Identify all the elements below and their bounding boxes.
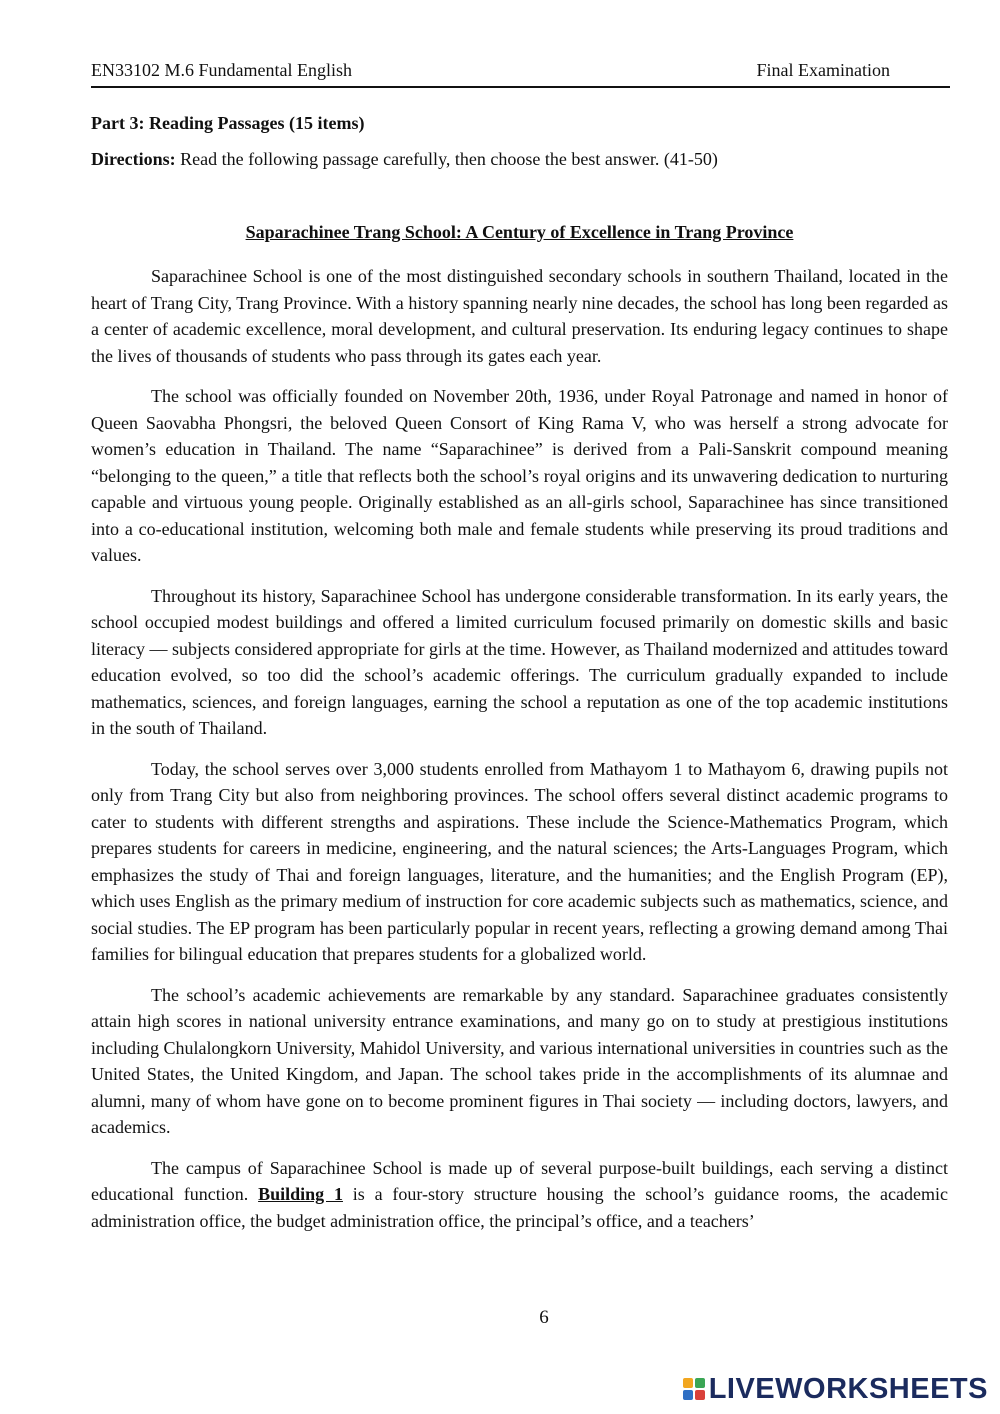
part-title: Part 3: Reading Passages (15 items)	[91, 113, 365, 133]
exam-title: Final Examination	[756, 60, 890, 80]
paragraph-6-start: The campus of Saparachinee School is made up of several purpose-built buildings, each serving a distinct educational function.	[91, 1157, 948, 1204]
liveworksheets-logo[interactable]	[683, 1374, 988, 1404]
passage-title: Saparachinee Trang School: A Century of Excellence in Trang Province	[245, 222, 794, 242]
logo-square	[695, 1378, 705, 1388]
paragraph-2: The school was officially founded on November 20th, 1936, under Royal Patronage and named in honor of Queen Saovabha Phongsri, the beloved Queen Consort of King Rama V, who was herself a strong advocate for women’s education in Thailand. The name “Saparachinee” is derived from a Pali-Sanskrit compound meaning “belonging to the queen,” a title that reflects both the school’s royal origins and its unwavering dedication to nurturing capable and virtuous young people. Originally established as an all-girls school, Saparachinee has since transitioned into a co-educational institution, welcoming both male and female students while preserving its proud traditions and values.	[91, 386, 948, 565]
brand-name: LIVEWORKSHEETS	[708, 1372, 988, 1405]
directions	[91, 149, 718, 170]
passage-body	[91, 263, 948, 1248]
course-code: EN33102 M.6 Fundamental English	[91, 60, 352, 80]
directions-text: Read the following passage carefully, then choose the best answer. (41-50)	[175, 149, 718, 169]
paragraph-3: Throughout its history, Saparachinee School has undergone considerable transformation. In its early years, the school occupied modest buildings and offered a limited curriculum focused primarily on domestic skills and basic literacy — subjects considered appropriate for girls at the time. However, as Thailand modernized and attitudes toward education evolved, so too did the school’s academic offerings. The curriculum gradually expanded to include mathematics, sciences, and foreign languages, earning the school a reputation as one of the top academic institutions in the south of Thailand.	[91, 585, 948, 738]
paragraph-1: Saparachinee School is one of the most distinguished secondary schools in southern Thailand, located in the heart of Trang City, Trang Province. With a history spanning nearly nine decades, the school has long been regarded as a center of academic excellence, moral development, and cultural preservation. Its enduring legacy continues to shape the lives of thousands of students who pass through its gates each year.	[91, 266, 948, 366]
logo-square	[683, 1378, 693, 1388]
paragraph-5: The school’s academic achievements are remarkable by any standard. Saparachinee graduates consistently attain high scores in national university entrance examinations, and many go on to study at prestigious institutions including Chulalongkorn University, Mahidol University, and various international universities in countries such as the United States, the United Kingdom, and Japan. The school takes pride in the accomplishments of its alumnae and alumni, many of whom have gone on to become prominent figures in Thai society — including doctors, lawyers, and academics.	[91, 984, 949, 1137]
logo-square	[695, 1390, 705, 1400]
directions-label: Directions:	[91, 149, 176, 169]
building-1-term: Building 1	[258, 1184, 343, 1204]
paragraph-6-end: is a four-story structure housing the school’s guidance rooms, the academic administration office, the budget administration office, the principal’s office, and a teachers’	[91, 1184, 948, 1231]
paragraph-6	[91, 1155, 948, 1235]
logo-grid-icon	[683, 1378, 705, 1400]
page-header	[91, 60, 950, 88]
logo-square	[683, 1390, 693, 1400]
paragraph-4: Today, the school serves over 3,000 students enrolled from Mathayom 1 to Mathayom 6, drawing pupils not only from Trang City but also from neighboring provinces. The school offers several distinct academic programs to cater to students with different strengths and aspirations. These include the Science-Mathematics Program, which prepares students for careers in medicine, engineering, and the natural sciences; the Arts-Languages Program, which emphasizes the study of Thai and foreign languages, literature, and the humanities; and the English Program (EP), which uses English as the primary medium of instruction for core academic subjects such as mathematics, science, and social studies. The EP program has been particularly popular in recent years, reflecting a growing demand among Thai families for bilingual education that prepares students for a globalized world.	[91, 758, 948, 964]
page-number: 6	[539, 1307, 549, 1328]
